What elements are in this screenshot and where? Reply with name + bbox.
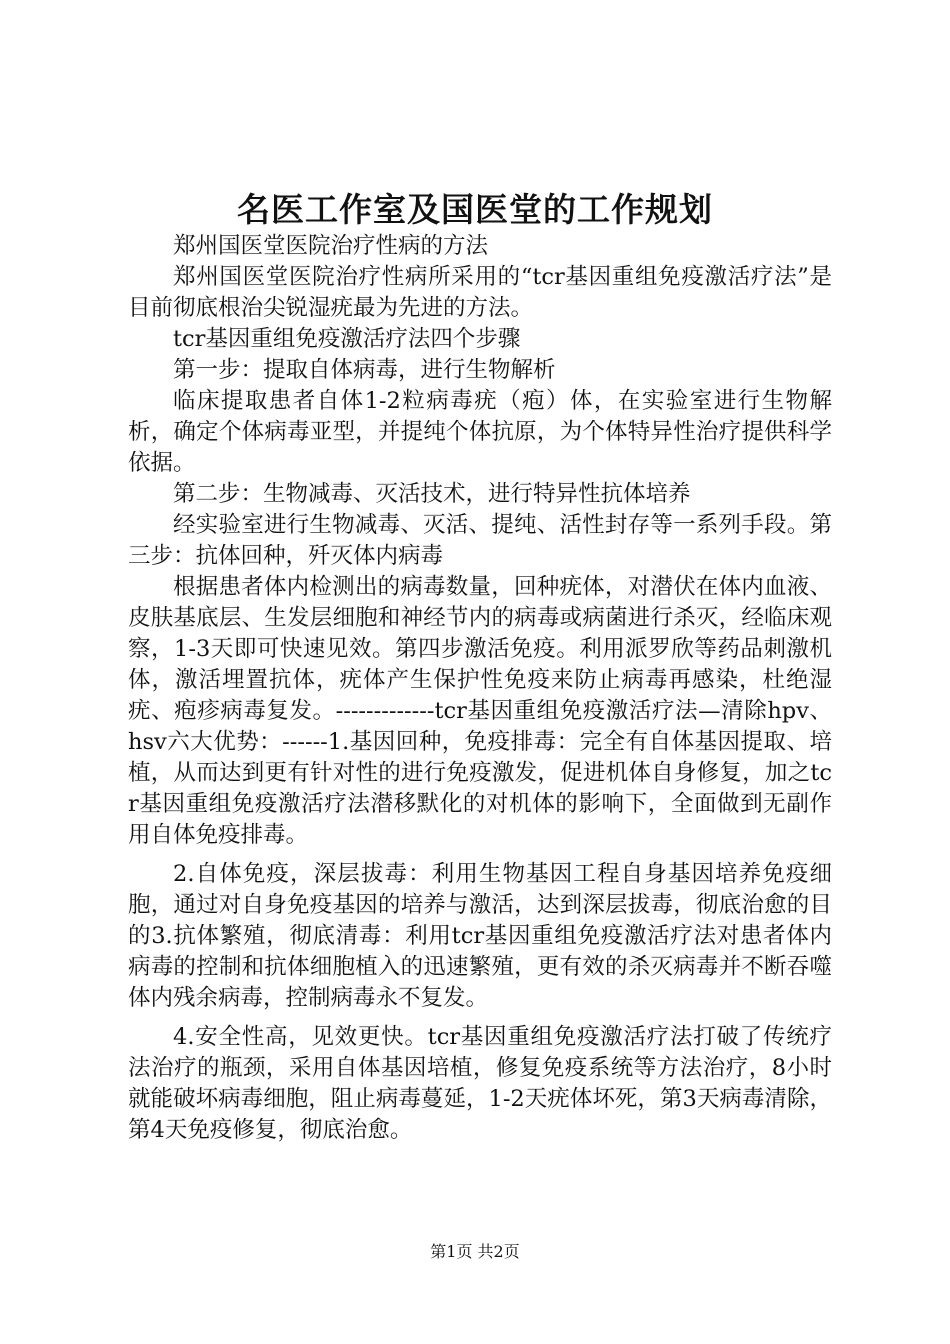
page-number: 第1页 共2页 — [430, 1242, 520, 1261]
paragraph: 2.自体免疫，深层拔毒：利用生物基因工程自身基因培养免疫细胞，通过对自身免疫基因的培养与激活，达到深层拔毒，彻底治愈的目的3.抗体繁殖，彻底清毒：利用tcr基因重组免疫激活疗法对患者体内病毒的控制和抗体细胞植入的迅速繁殖，更有效的杀灭病毒并不断吞噬体内残余病毒，控制病毒永不复发。 — [128, 861, 832, 1011]
paragraph: 郑州国医堂医院治疗性病的方法 — [173, 233, 489, 259]
paragraph: 临床提取患者自体1-2粒病毒疣（疱）体，在实验室进行生物解析，确定个体病毒亚型，并提纯个体抗原，为个体特异性治疗提供科学依据。 — [128, 388, 832, 476]
document-title: 名医工作室及国医堂的工作规划 — [237, 190, 713, 229]
paragraph: 第二步：生物减毒、灭活技术，进行特异性抗体培养 — [173, 481, 691, 507]
paragraph: 4.安全性高，见效更快。tcr基因重组免疫激活疗法打破了传统疗法治疗的瓶颈，采用自体基因培植，修复免疫系统等方法治疗，8小时就能破坏病毒细胞，阻止病毒蔓延，1-2天疣体坏死，第3天病毒清除，第4天免疫修复，彻底治愈。 — [128, 1024, 832, 1143]
paragraph: 经实验室进行生物减毒、灭活、提纯、活性封存等一系列手段。第三步：抗体回种，歼灭体内病毒 — [128, 512, 832, 569]
paragraph: tcr基因重组免疫激活疗法四个步骤 — [173, 326, 521, 352]
paragraph: 根据患者体内检测出的病毒数量，回种疣体，对潜伏在体内血液、皮肤基底层、生发层细胞和神经节内的病毒或病菌进行杀灭，经临床观察，1-3天即可快速见效。第四步激活免疫。利用派罗欣等药品刺激机体，激活埋置抗体，疣体产生保护性免疫来防止病毒再感染，杜绝湿疣、疱疹病毒复发。-------------tcr基因重组免疫激活疗法—清除hpv、hsv六大优势：------1.基因回种，免疫排毒：完全有自体基因提取、培植，从而达到更有针对性的进行免疫激发，促进机体自身修复，加之tcr基因重组免疫激活疗法潜移默化的对机体的影响下，全面做到无副作用自体免疫排毒。 — [128, 574, 832, 848]
document-body — [128, 231, 832, 1146]
paragraph: 郑州国医堂医院治疗性病所采用的“tcr基因重组免疫激活疗法”是目前彻底根治尖锐湿疣最为先进的方法。 — [128, 264, 832, 321]
paragraph: 第一步：提取自体病毒，进行生物解析 — [173, 357, 556, 383]
